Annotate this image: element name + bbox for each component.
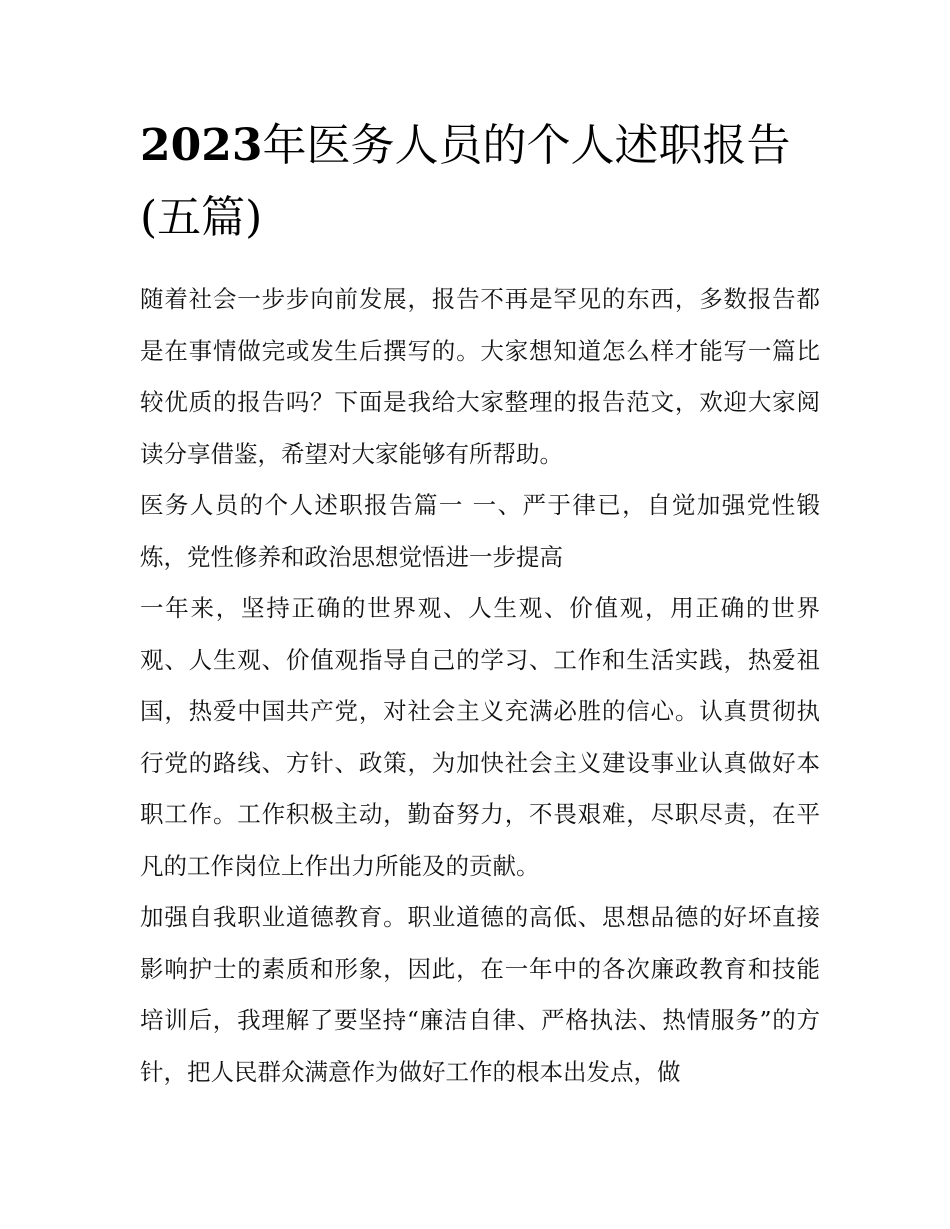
- paragraph-section-heading: 医务人员的个人述职报告篇一 一、严于律已，自觉加强党性锻炼，党性修养和政治思想觉悟进一步提高: [140, 491, 820, 571]
- paragraph-intro: 随着社会一步步向前发展，报告不再是罕见的东西，多数报告都是在事情做完或发生后撰写的。大家想知道怎么样才能写一篇比较优质的报告吗？下面是我给大家整理的报告范文，欢迎大家阅读分享借鉴，希望对大家能够有所帮助。: [140, 285, 820, 468]
- document-title: [140, 110, 820, 254]
- document-body: [140, 274, 820, 1098]
- title-year: 2023: [140, 120, 263, 171]
- paragraph-body-2: 加强自我职业道德教育。职业道德的高低、思想品德的好坏直接影响护士的素质和形象，因此，在一年中的各次廉政教育和技能培训后，我理解了要坚持“廉洁自律、严格执法、热情服务”的方针，把人民群众满意作为做好工作的根本出发点，做: [140, 903, 820, 1086]
- paragraph-body-1: 一年来，坚持正确的世界观、人生观、价值观，用正确的世界观、人生观、价值观指导自己的学习、工作和生活实践，热爱祖国，热爱中国共产党，对社会主义充满必胜的信心。认真贯彻执行党的路线、方针、政策，为加快社会主义建设事业认真做好本职工作。工作积极主动，勤奋努力，不畏艰难，尽职尽责，在平凡的工作岗位上作出力所能及的贡献。: [140, 594, 820, 880]
- title-text: 年医务人员的个人述职报告(五篇): [140, 120, 791, 243]
